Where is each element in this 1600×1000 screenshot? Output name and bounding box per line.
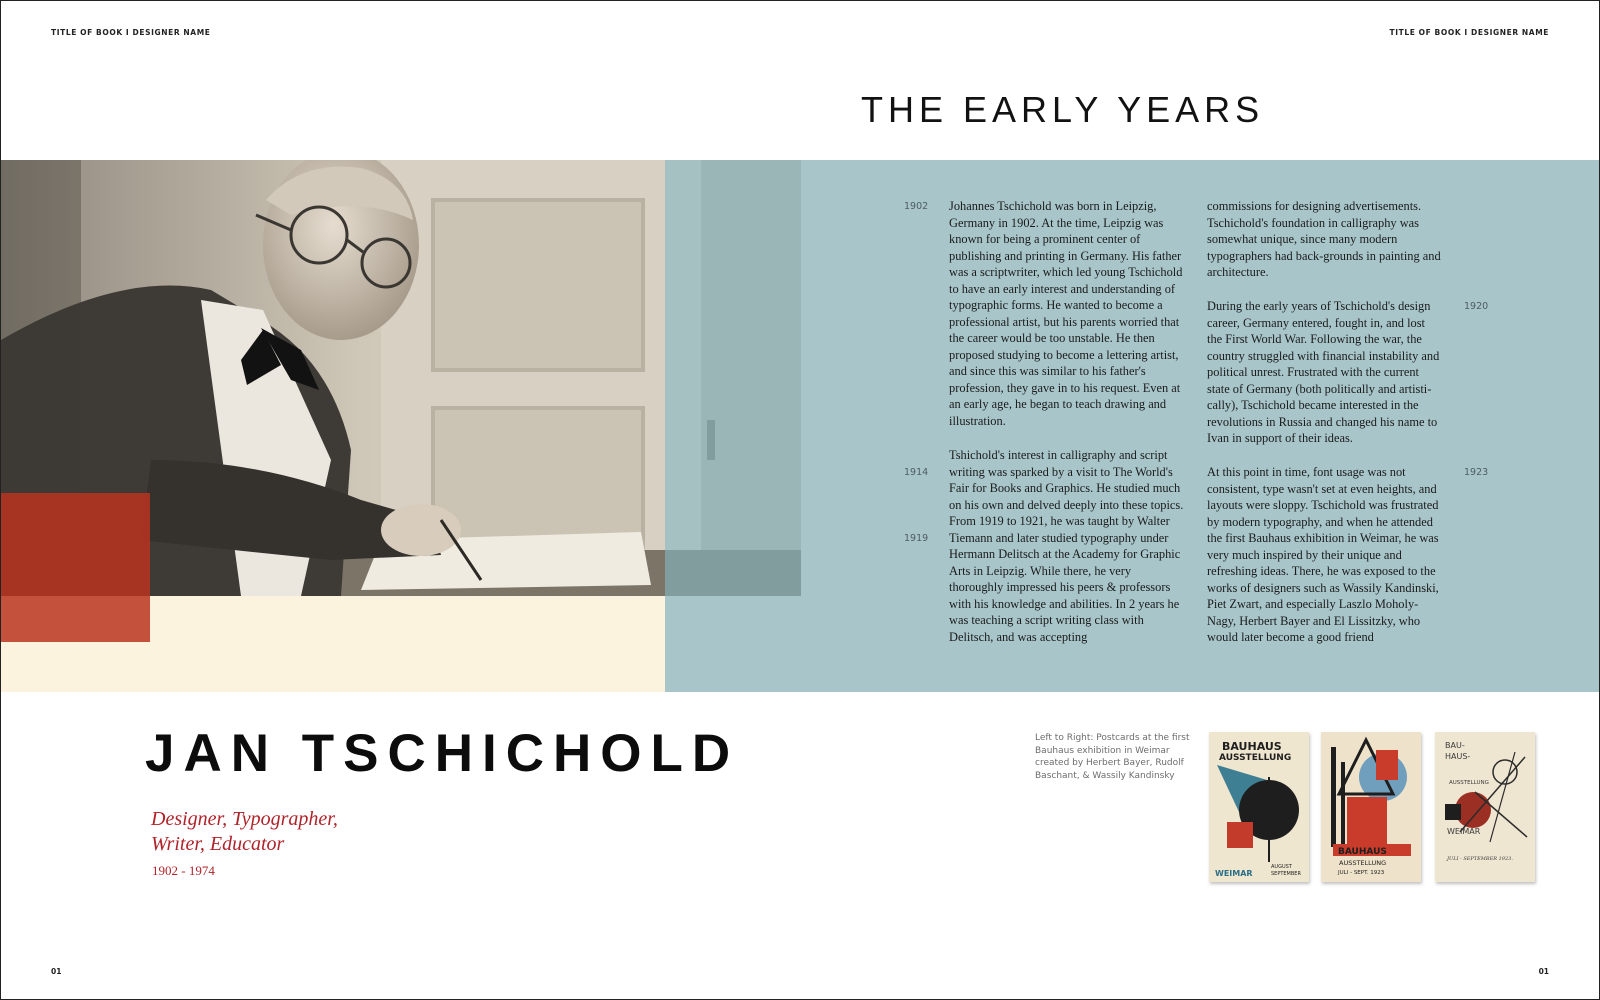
postcard-title: BAUHAUS — [1338, 847, 1387, 857]
postcard-title: AUSSTELLUNG — [1219, 753, 1292, 763]
postcard-kandinsky — [1435, 732, 1535, 882]
postcard-footer: WEIMAR — [1215, 869, 1253, 878]
body-paragraph: commissions for designing advertisements. Tschichold's foundation in calligraphy was somewhat unique, since many modern typographers had back-grounds in painting and architecture. — [1207, 199, 1441, 279]
body-paragraph: During the early years of Tschichold's design career, Germany entered, fought in, and lost the First World War. Following the war, the country struggled with financial instability and political unrest. Frustrated with the current state of Germany (both politically and artisti-cally), Tschichold became interested in the revolutions in Russia and changed his name to Ivan in support of their ideas. — [1207, 299, 1440, 445]
postcard-title: BAU- — [1445, 741, 1465, 750]
postcard-footer: JULI - SEPT. 1923 — [1338, 870, 1385, 876]
running-head-right: TITLE OF BOOK I DESIGNER NAME — [1389, 28, 1549, 37]
year-label: 1919 — [904, 533, 929, 544]
postcard-title: BAUHAUS — [1222, 740, 1282, 753]
postcard-title: AUSSTELLUNG — [1339, 859, 1387, 867]
year-label: 1920 — [1464, 301, 1489, 312]
designer-dates: 1902 - 1974 — [152, 863, 215, 878]
running-head-left: TITLE OF BOOK I DESIGNER NAME — [51, 28, 211, 37]
page-number-right: 01 — [1538, 967, 1549, 976]
red-accent-block — [1, 493, 150, 642]
designer-name: JAN TSCHICHOLD — [145, 724, 740, 783]
postcard-side-text: SEPTEMBER — [1271, 871, 1301, 877]
postcards-caption: Left to Right: Postcards at the first Bauhaus exhibition in Weimar created by Herbert Bayer, Rudolf Baschant, & Wassily Kandinsky — [1035, 733, 1190, 781]
roles-line: Writer, Educator — [151, 833, 285, 855]
postcard-bayer — [1209, 732, 1309, 882]
postcard-footer: WEIMAR — [1447, 827, 1481, 836]
designer-roles — [151, 807, 411, 857]
year-label: 1923 — [1464, 467, 1489, 478]
page-number-left: 01 — [51, 967, 62, 976]
roles-line: Designer, Typographer, — [151, 808, 338, 830]
photo-blue-overlay — [665, 160, 801, 596]
year-label: 1902 — [904, 201, 929, 212]
spread-title: THE EARLY YEARS — [861, 89, 1265, 130]
postcard-title: HAUS- — [1445, 752, 1471, 761]
body-paragraph: Tshichold's interest in calligraphy and script writing was sparked by a visit to The World's Fair for Books and Graphics. He studied much on his own and delved deeply into these topics. From 1919 to 1921, he was taught by Walter Tiemann and later studied typography under Hermann Delitsch at the Academy for Graphic Arts in Leipzig. While there, he very thoroughly impressed his peers & professors with his knowledge and abilities. In 2 years he was teaching a script writing class with Delitsch, and was accepting — [949, 448, 1184, 644]
body-paragraph: At this point in time, font usage was not consistent, type wasn't set at even heights, and layouts were sloppy. Tschichold was frustrated by modern typography, and when he attended the first Bauhaus exhibition in Weimar, he was very much inspired by their unique and refreshing ideas. There, he was exposed to the works of designers such as Wassily Kandinski, Piet Zwart, and especially Laszlo Moholy-Nagy, Herbert Bayer and El Lissitzky, who would later become a good friend — [1207, 465, 1439, 644]
year-label: 1914 — [904, 467, 929, 478]
postcard-side-text: AUGUST — [1271, 864, 1292, 870]
body-paragraph: Johannes Tschichold was born in Leipzig, Germany in 1902. At the time, Leipzig was known for being a prominent center of publishing and printing in Germany. His father was a scriptwriter, which led young Tschichold to have an early interest and understanding of typographic forms. He wanted to become a professional artist, but his parents worried that the career would be too unstable. He then proposed studying to become a lettering artist, and since this was similar to his father's profession, they gave in to his request. Even at an early age, he began to teach drawing and illustration. — [949, 199, 1183, 428]
postcard-baschant — [1321, 732, 1421, 882]
postcard-dates: JULI - SEPTEMBER 1923. — [1447, 856, 1513, 862]
postcard-subtitle: AUSSTELLUNG — [1449, 780, 1489, 786]
